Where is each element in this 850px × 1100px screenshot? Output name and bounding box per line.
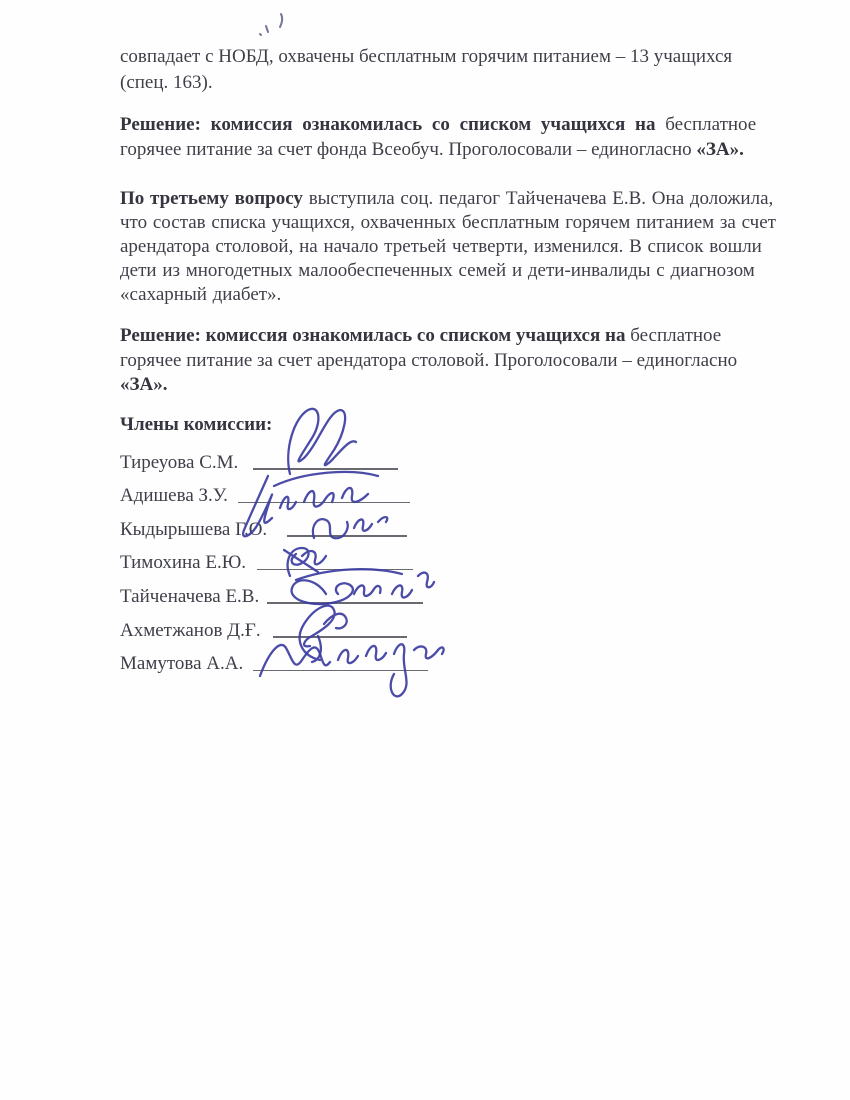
- member-name: Мамутова А.А.: [120, 653, 244, 675]
- paragraph-question-3: [120, 187, 776, 307]
- decision-tail: бесплатное: [665, 114, 757, 135]
- signature-block: [120, 444, 460, 679]
- text-line: дети из многодетных малообеспеченных семей и дети-инвалиды с диагнозом: [120, 260, 755, 281]
- decision-tail: бесплатное: [630, 325, 722, 346]
- signature-line: [257, 569, 413, 571]
- signature-line: [273, 636, 407, 638]
- signature-row: [120, 478, 460, 512]
- paragraph-decision-1: [120, 112, 756, 162]
- ink-smudge: [248, 6, 298, 40]
- signature-line: [238, 502, 410, 504]
- question-lead: По третьему вопросу: [120, 188, 303, 209]
- text-line: (спец. 163).: [120, 72, 213, 93]
- text-line: [120, 112, 756, 137]
- vote-result: «ЗА».: [696, 139, 744, 160]
- text-line: «сахарный диабет».: [120, 284, 282, 305]
- text-line: [120, 187, 776, 211]
- decision-body: горячее питание за счет фонда Всеобуч. Проголосовали – единогласно: [120, 139, 692, 160]
- member-name: Тайченачева Е.В.: [120, 585, 260, 607]
- signature-row: [120, 511, 460, 545]
- member-name: Ахметжанов Д.Ғ.: [120, 619, 261, 641]
- vote-result: «ЗА».: [120, 374, 168, 395]
- signature-row: [120, 612, 460, 646]
- text-line: что состав списка учащихся, охваченных бесплатным горячем питанием за счет: [120, 212, 776, 233]
- signature-row: [120, 646, 460, 680]
- signature-row: [120, 545, 460, 579]
- paragraph-decision-2: [120, 324, 737, 398]
- text-line: [120, 324, 737, 349]
- text-line: [120, 137, 756, 162]
- paragraph-intro: [120, 44, 732, 96]
- signature-line: [287, 535, 407, 537]
- question-rest: выступила соц. педагог Тайченачева Е.В. Она доложила,: [308, 188, 774, 209]
- member-name: Кыдырышева Г.О.: [120, 518, 268, 540]
- signature-line: [253, 468, 398, 470]
- text-line: горячее питание за счет арендатора столовой. Проголосовали – единогласно: [120, 349, 738, 371]
- signature-row: [120, 444, 460, 478]
- member-name: Адишева З.У.: [120, 485, 228, 507]
- signature-line: [253, 670, 428, 672]
- text-line: совпадает с НОБД, охвачены бесплатным горячим питанием – 13 учащихся: [120, 46, 733, 67]
- member-name: Тимохина Е.Ю.: [120, 552, 247, 574]
- signature-row: [120, 578, 460, 612]
- member-name: Тиреуова С.М.: [120, 451, 239, 473]
- decision-lead: Решение: комиссия ознакомилась со списком учащихся на: [120, 325, 626, 346]
- decision-lead: Решение: комиссия ознакомилась со списком учащихся на: [120, 114, 656, 135]
- signature-line: [267, 602, 423, 604]
- text-line: арендатора столовой, на начало третьей четверти, изменился. В список вошли: [120, 236, 762, 257]
- committee-heading: Члены комиссии:: [120, 414, 273, 435]
